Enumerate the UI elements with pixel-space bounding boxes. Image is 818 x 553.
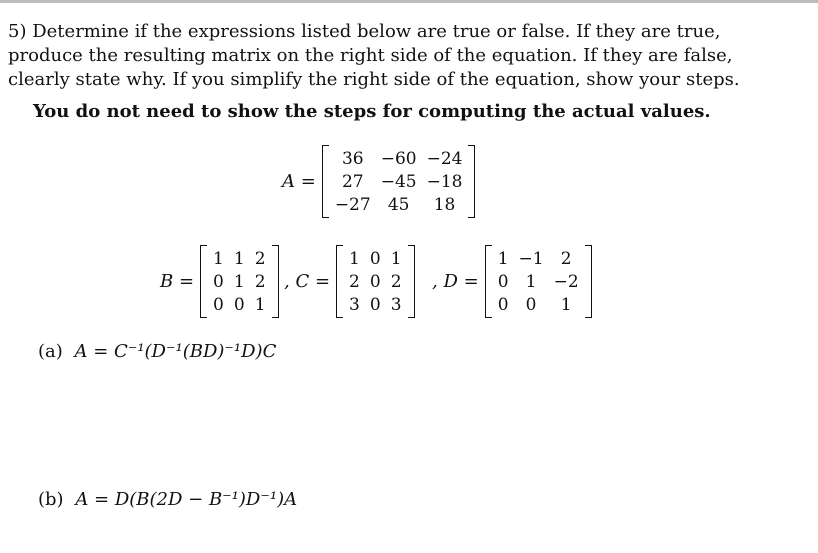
part-a — [38, 341, 276, 362]
matrix-cell: 1 — [390, 248, 402, 269]
matrix-cell: 1 — [349, 248, 360, 269]
matrix-d-bracket — [485, 245, 592, 318]
matrix-cell: −1 — [518, 248, 544, 269]
matrix-b-bracket — [200, 245, 278, 318]
matrix-cell: −60 — [380, 148, 417, 169]
matrix-cell: 0 — [213, 294, 224, 315]
matrix-d-label: , D = — [432, 271, 479, 292]
instruction-note: You do not need to show the steps for computing the actual values. — [33, 101, 711, 122]
matrix-row — [330, 193, 468, 216]
matrix-cell: 3 — [349, 294, 360, 315]
part-b — [38, 489, 297, 510]
matrix-row — [493, 293, 584, 316]
part-b-label: (b) — [38, 489, 64, 510]
matrix-a-bracket — [322, 145, 476, 218]
matrix-cell: −2 — [553, 271, 579, 292]
matrix-cell: 0 — [525, 294, 537, 315]
matrix-c — [284, 245, 415, 318]
part-a-expression: A = C⁻¹(D⁻¹(BD)⁻¹D)C — [74, 341, 277, 362]
matrix-cell: 1 — [497, 248, 509, 269]
matrix-d — [432, 245, 592, 318]
matrix-cell: 2 — [254, 248, 266, 269]
matrix-cell: 1 — [233, 248, 245, 269]
matrix-cell: 0 — [369, 248, 381, 269]
matrix-row — [344, 293, 406, 316]
matrix-b — [160, 245, 279, 318]
matrix-cell: 0 — [233, 294, 245, 315]
problem-number: 5) — [8, 21, 27, 42]
matrix-c-label: , C = — [284, 271, 331, 292]
matrix-cell: 1 — [525, 271, 537, 292]
matrix-b-grid — [208, 247, 270, 316]
matrix-row — [344, 247, 406, 270]
matrix-b-label: B = — [160, 271, 195, 292]
matrix-cell: 0 — [497, 294, 509, 315]
problem-statement — [8, 20, 798, 92]
matrix-row — [208, 270, 270, 293]
top-divider — [0, 0, 818, 3]
matrix-cell: −45 — [380, 171, 417, 192]
matrix-cell: 1 — [560, 294, 572, 315]
matrix-cell: 0 — [369, 294, 381, 315]
matrix-cell: 1 — [233, 271, 245, 292]
matrix-cell: 2 — [390, 271, 402, 292]
matrix-cell: 27 — [341, 171, 364, 192]
matrix-cell: 0 — [213, 271, 224, 292]
matrix-row — [208, 293, 270, 316]
matrix-cell: 45 — [387, 194, 410, 215]
matrix-row — [344, 270, 406, 293]
matrix-cell: 36 — [341, 148, 364, 169]
part-a-label: (a) — [38, 341, 63, 362]
matrix-row — [493, 247, 584, 270]
matrix-cell: 18 — [433, 194, 456, 215]
matrix-c-bracket — [336, 245, 414, 318]
matrix-cell: −18 — [426, 171, 463, 192]
matrix-row — [330, 147, 468, 170]
matrix-c-grid — [344, 247, 406, 316]
matrix-row — [330, 170, 468, 193]
matrix-cell: −27 — [334, 194, 371, 215]
matrix-cell: 1 — [254, 294, 266, 315]
matrix-a-label: A = — [282, 171, 316, 192]
matrix-cell: 3 — [390, 294, 402, 315]
matrix-cell: 2 — [254, 271, 266, 292]
matrix-a-grid — [330, 147, 468, 216]
matrix-cell: 2 — [349, 271, 360, 292]
matrix-d-grid — [493, 247, 584, 316]
problem-text: Determine if the expressions listed below are true or false. If they are true, produce the resulting matrix on the right side of the equation. If they are false, clearly state why. If you simplify the right side of the equation, show your steps. — [8, 21, 740, 90]
matrix-cell: −24 — [426, 148, 463, 169]
matrix-cell: 1 — [213, 248, 224, 269]
matrix-a — [282, 145, 475, 218]
matrix-cell: 2 — [560, 248, 572, 269]
matrix-cell: 0 — [497, 271, 509, 292]
part-b-expression: A = D(B(2D − B⁻¹)D⁻¹)A — [75, 489, 298, 510]
matrix-row — [208, 247, 270, 270]
matrix-row — [493, 270, 584, 293]
matrix-cell: 0 — [369, 271, 381, 292]
